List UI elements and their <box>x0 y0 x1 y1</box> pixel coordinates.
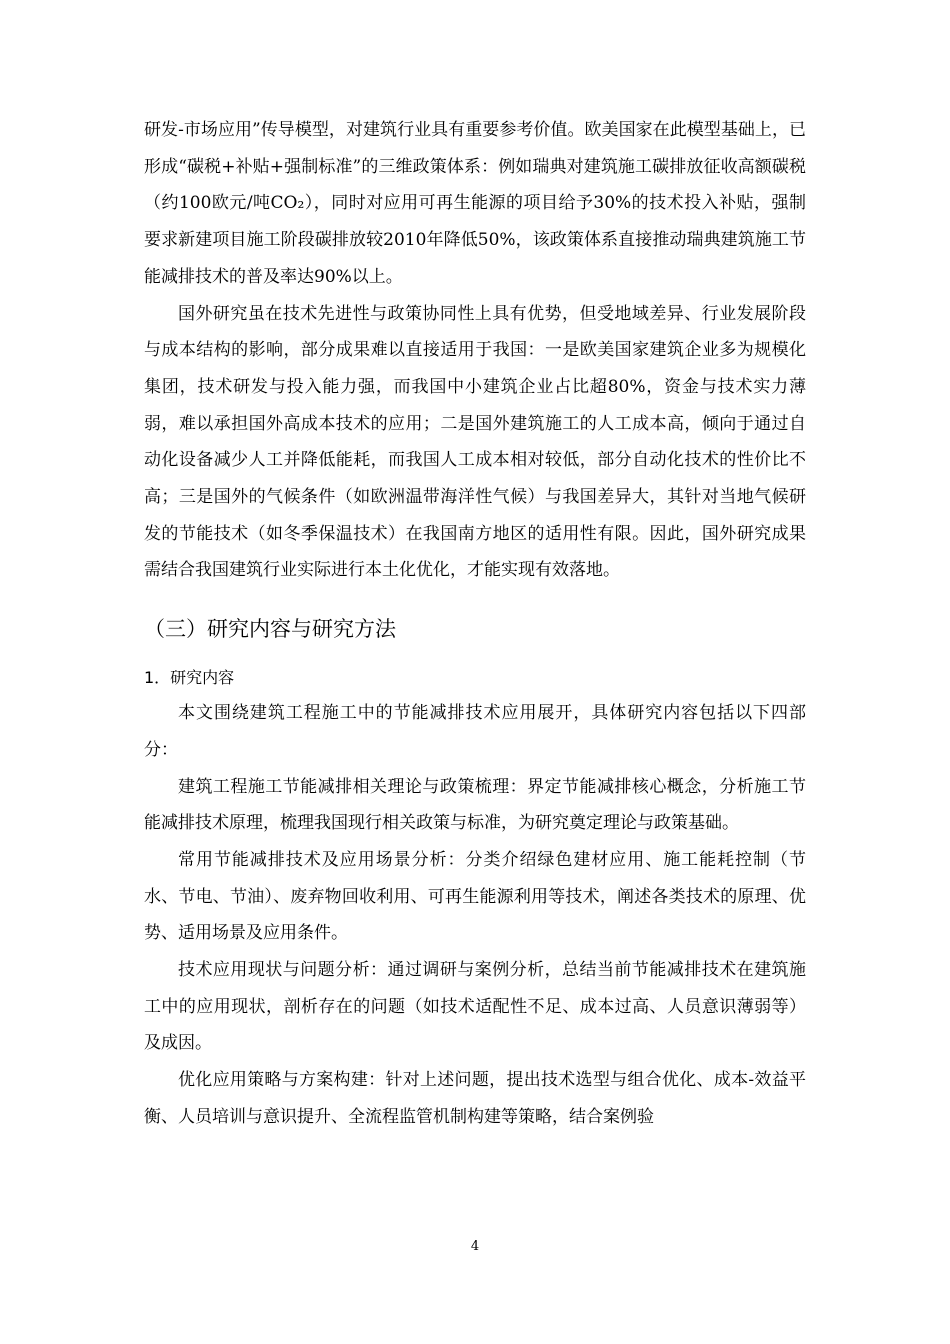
sub-heading: 1．研究内容 <box>144 668 235 688</box>
body-paragraph-theory: 建筑工程施工节能减排相关理论与政策梳理：界定节能减排核心概念，分析施工节能减排技术原理，梳理我国现行相关政策与标准，为研究奠定理论与政策基础。 <box>144 776 806 834</box>
body-paragraph-continued: 研发-市场应用”传导模型，对建筑行业具有重要参考价值。欧美国家在此模型基础上，已形成“碳税+补贴+强制标准”的三维政策体系：例如瑞典对建筑施工碳排放征收高额碳税（约100欧元/吨CO₂），同时对应用可再生能源的项目给予30%的技术投入补贴，强制要求新建项目施工阶段碳排放较2010年降低50%，该政策体系直接推动瑞典建筑施工节能减排技术的普及率达90%以上。 <box>144 120 806 287</box>
body-paragraph-techniques: 常用节能减排技术及应用场景分析：分类介绍绿色建材应用、施工能耗控制（节水、节电、节油）、废弃物回收利用、可再生能源利用等技术，阐述各类技术的原理、优势、适用场景及应用条件。 <box>144 849 806 944</box>
page-number: 4 <box>470 1239 480 1254</box>
body-paragraph-strategy: 优化应用策略与方案构建：针对上述问题，提出技术选型与组合优化、成本-效益平衡、人员培训与意识提升、全流程监管机制构建等策略，结合案例验 <box>144 1070 806 1127</box>
body-paragraph-foreign-research: 国外研究虽在技术先进性与政策协同性上具有优势，但受地域差异、行业发展阶段与成本结构的影响，部分成果难以直接适用于我国：一是欧美国家建筑企业多为规模化集团，技术研发与投入能力强，而我国中小建筑企业占比超80%，资金与技术实力薄弱，难以承担国外高成本技术的应用；二是国外建筑施工的人工成本高，倾向于通过自动化设备减少人工并降低能耗，而我国人工成本相对较低，部分自动化技术的性价比不高；三是国外的气候条件（如欧洲温带海洋性气候）与我国差异大，其针对当地气候研发的节能技术（如冬季保温技术）在我国南方地区的适用性有限。因此，国外研究成果需结合我国建筑行业实际进行本土化优化，才能实现有效落地。 <box>144 303 806 581</box>
body-paragraph-status: 技术应用现状与问题分析：通过调研与案例分析，总结当前节能减排技术在建筑施工中的应用现状，剖析存在的问题（如技术适配性不足、成本过高、人员意识薄弱等）及成因。 <box>144 960 806 1054</box>
section-heading: （三）研究内容与研究方法 <box>144 617 396 642</box>
body-paragraph-intro: 本文围绕建筑工程施工中的节能减排技术应用展开，具体研究内容包括以下四部分： <box>144 703 806 760</box>
page-body <box>144 112 806 1136</box>
